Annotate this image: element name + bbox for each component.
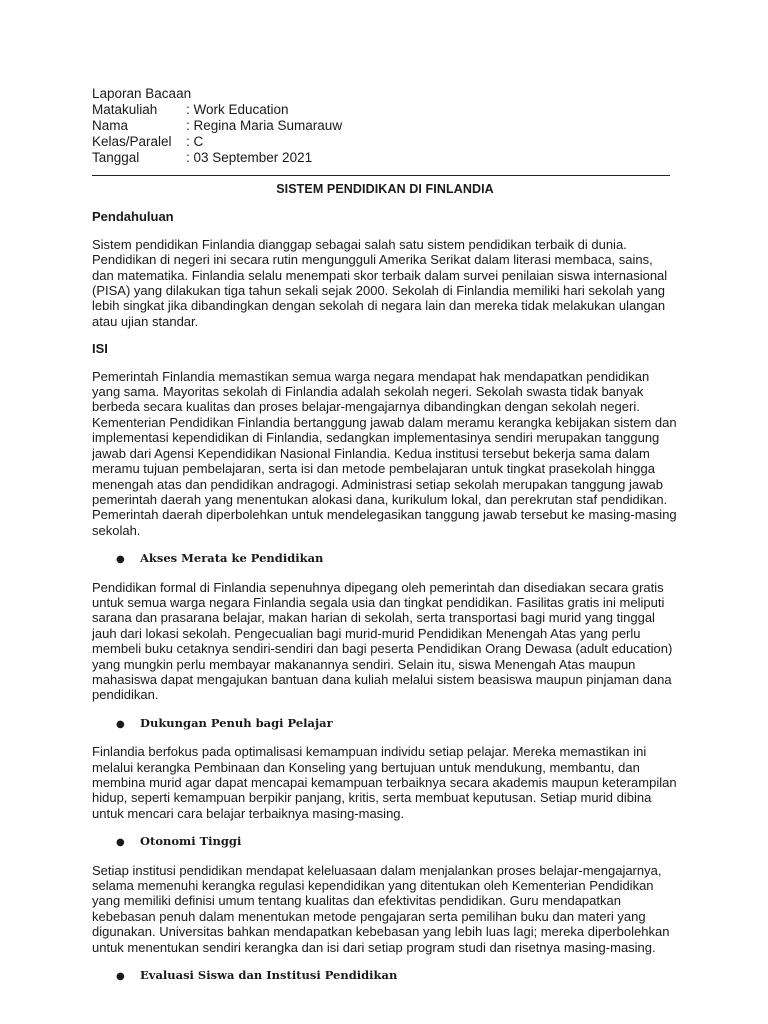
meta-key: Nama xyxy=(92,118,129,133)
meta-row-nama xyxy=(92,118,678,134)
bullet-label: Dukungan Penuh bagi Pelajar xyxy=(140,715,333,730)
paragraph-dukungan: Finlandia berfokus pada optimalisasi kemampuan individu setiap pelajar. Mereka memastikan ini melalui kerangka Pembinaan dan Konseling yang bertujuan untuk mendukung, membantu, dan membina murid agar dapat mencapai kemampuan terbaiknya secara akademis maupun keterampilan hidup, seperti kemampuan berpikir panjang, kritis, serta membuat keputusan. Setiap murid dibina untuk mencari cara belajar terbaiknya masing-masing. xyxy=(92,744,677,821)
bullet-dot-icon: ● xyxy=(116,554,125,566)
bullet-label: Otonomi Tinggi xyxy=(140,834,242,849)
bullet-dot-icon: ● xyxy=(116,837,125,849)
paragraph-akses: Pendidikan formal di Finlandia sepenuhnya dipegang oleh pemerintah dan disediakan secara gratis untuk semua warga negara Finlandia segala usia dan tingkat pendidikan. Fasilitas gratis ini meliputi sarana dan prasarana belajar, makan harian di sekolah, serta transportasi bagi murid yang tinggal jauh dari lokasi sekolah. Pengecualian bagi murid-murid Pendidikan Menengah Atas yang perlu membeli buku cetaknya sendiri-sendiri dan bagi peserta Pendidikan Orang Dewasa (adult education) yang mungkin perlu membayar makanannya sendiri. Selain itu, siswa Menengah Atas maupun mahasiswa dapat mengajukan bantuan dana kuliah melalui sistem beasiswa maupun pinjaman dana pendidikan. xyxy=(92,579,673,703)
bullet-label: Evaluasi Siswa dan Institusi Pendidikan xyxy=(140,968,398,983)
bullet-dot-icon: ● xyxy=(116,971,125,983)
meta-key: Tanggal xyxy=(92,150,140,165)
heading-isi: ISI xyxy=(92,341,108,357)
document-title: SISTEM PENDIDIKAN DI FINLANDIA xyxy=(276,182,494,196)
document-content xyxy=(92,86,678,984)
meta-value: : C xyxy=(186,134,204,149)
meta-row-kelas xyxy=(92,134,678,150)
bullet-akses xyxy=(92,551,678,567)
report-type: Laporan Bacaan xyxy=(92,86,192,101)
meta-key: Matakuliah xyxy=(92,102,158,117)
bullet-dot-icon: ● xyxy=(116,718,125,730)
meta-key: Kelas/Paralel xyxy=(92,134,172,149)
bullet-otonomi xyxy=(92,834,678,850)
meta-row-matakuliah xyxy=(92,102,678,118)
paragraph-isi: Pemerintah Finlandia memastikan semua warga negara mendapat hak mendapatkan pendidikan yang sama. Mayoritas sekolah di Finlandia adalah sekolah negeri. Sekolah swasta tidak banyak berbeda secara kualitas dan proses belajar-mengajarnya dibandingkan dengan sekolah negeri. Kementerian Pendidikan Finlandia bertanggung jawab dalam meramu kerangka kebijakan sistem dan implementasi kependidikan di Finlandia, sedangkan implementasinya sendiri merupakan tanggung jawab dari Agensi Kependidikan Nasional Finlandia. Kedua institusi tersebut bekerja sama dalam meramu tujuan pembelajaran, serta isi dan metode pembelajaran untuk tingkat prasekolah hingga menengah atas dan pendidikan andragogi. Administrasi setiap sekolah merupakan tanggung jawab pemerintah daerah yang menentukan alokasi dana, kurikulum lokal, dan perekrutan staf pendidikan. Pemerintah daerah diperbolehkan untuk mendelegasikan tanggung jawab tersebut ke masing-masing sekolah. xyxy=(92,368,677,538)
paragraph-pendahuluan: Sistem pendidikan Finlandia dianggap sebagai salah satu sistem pendidikan terbaik di dunia. Pendidikan di negeri ini secara rutin mengungguli Amerika Serikat dalam literasi membaca, sains, dan matematika. Finlandia selalu menempati skor terbaik dalam survei penilaian siswa internasional (PISA) yang dilakukan tiga tahun sekali sejak 2000. Sekolah di Finlandia memiliki hari sekolah yang lebih singkat jika dibandingkan dengan sekolah di negara lain dan mereka tidak melakukan ulangan atau ujian standar. xyxy=(92,236,668,329)
meta-value: : Work Education xyxy=(186,102,289,117)
bullet-evaluasi xyxy=(92,968,678,984)
meta-row-tanggal xyxy=(92,150,678,166)
bullet-label: Akses Merata ke Pendidikan xyxy=(140,551,324,566)
paragraph-otonomi: Setiap institusi pendidikan mendapat keleluasaan dalam menjalankan proses belajar-mengajarnya, selama memenuhi kerangka regulasi kependidikan yang ditentukan oleh Kementerian Pendidikan yang memiliki definisi umum tentang kualitas dan efektivitas pendidikan. Guru mendapatkan kebebasan penuh dalam menentukan metode pengajaran serta pemilihan buku dan materi yang digunakan. Universitas bahkan mendapatkan kebebasan yang lebih luas lagi; mereka diperbolehkan untuk menentukan sendiri kerangka dan isi dari setiap program studi dan risetnya masing-masing. xyxy=(92,862,670,955)
meta-value: : Regina Maria Sumarauw xyxy=(186,118,343,133)
header-divider xyxy=(92,175,670,176)
meta-value: : 03 September 2021 xyxy=(186,150,313,165)
bullet-dukungan xyxy=(92,716,678,732)
heading-pendahuluan: Pendahuluan xyxy=(92,209,174,225)
